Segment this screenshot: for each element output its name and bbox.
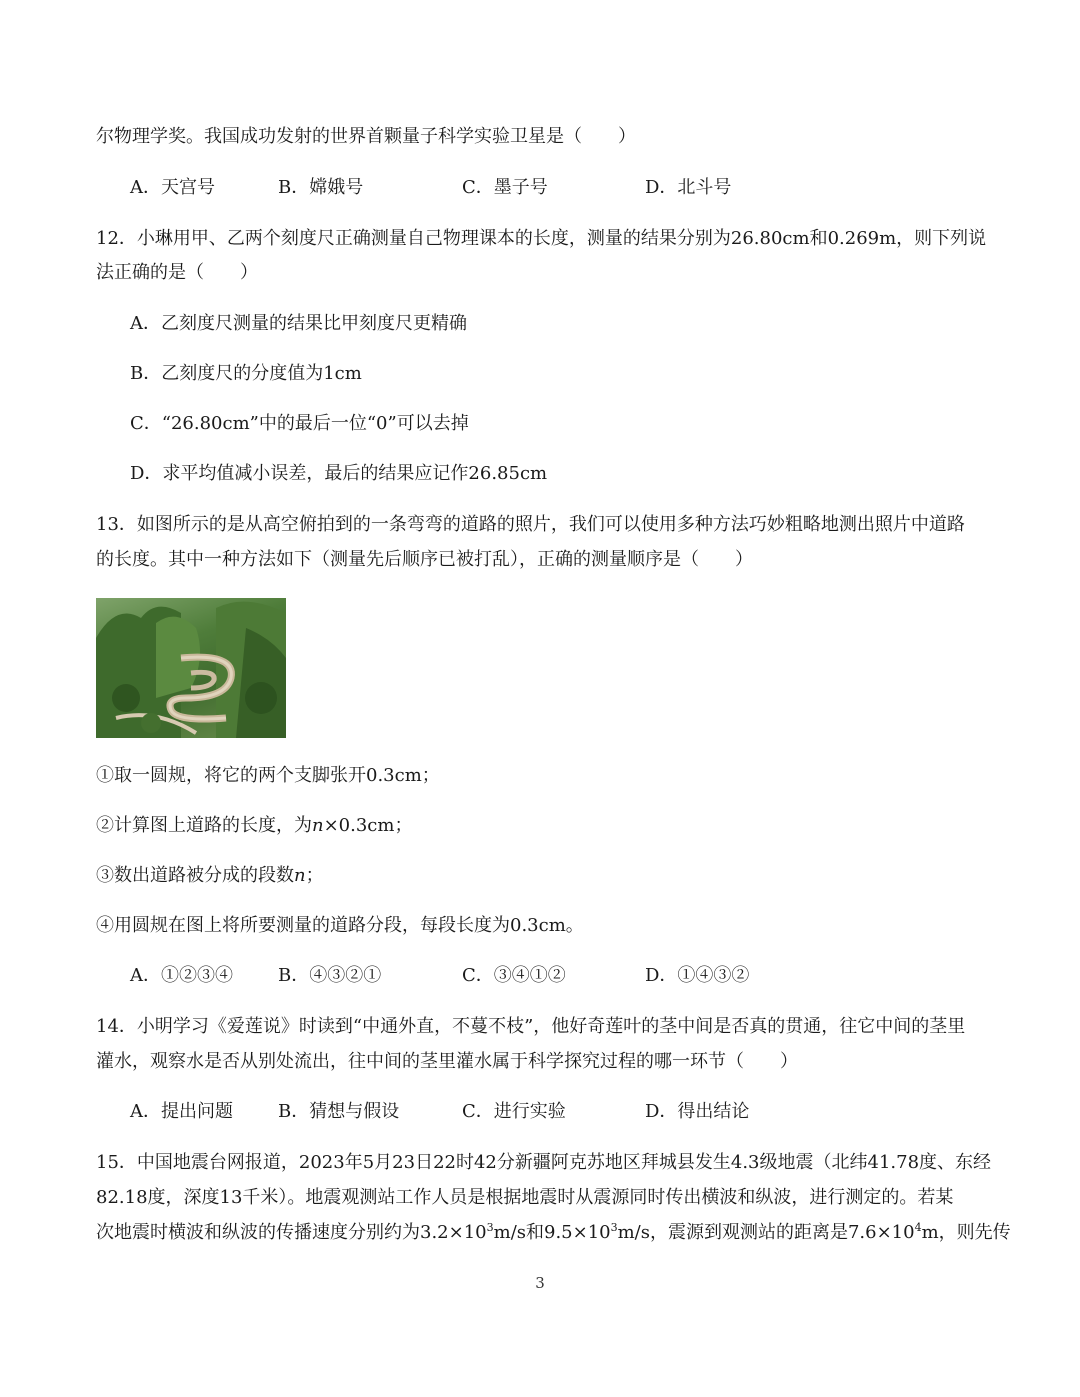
q11-option-d: D．北斗号 bbox=[645, 177, 732, 198]
q12-stem-line2: 法正确的是（ ） bbox=[96, 262, 258, 283]
q11-stem: 尔物理学奖。我国成功发射的世界首颗量子科学实验卫星是（ ） bbox=[96, 126, 636, 147]
q11-option-b: B．嫦娥号 bbox=[278, 177, 364, 198]
q13-step-3: ③数出道路被分成的段数n； bbox=[96, 865, 324, 886]
winding-road-photo bbox=[96, 598, 286, 738]
q14-option-c: C．进行实验 bbox=[462, 1101, 566, 1122]
q14-option-a: A．提出问题 bbox=[130, 1101, 233, 1122]
q15-stem-line1: 15．中国地震台网报道，2023年5月23日22时42分新疆阿克苏地区拜城县发生4.3级地震（北纬41.78度、东经 bbox=[96, 1152, 992, 1173]
q13-step-4: ④用圆规在图上将所要测量的道路分段，每段长度为0.3cm。 bbox=[96, 915, 584, 936]
page-number: 3 bbox=[535, 1274, 545, 1292]
q13-option-b: B．④③②① bbox=[278, 965, 382, 986]
q13-stem-line1: 13．如图所示的是从高空俯拍到的一条弯弯的道路的照片，我们可以使用多种方法巧妙粗略地测出照片中道路 bbox=[96, 514, 965, 535]
q15-stem-line2: 82.18度，深度13千米）。地震观测站工作人员是根据地震时从震源同时传出横波和纵波，进行测定的。若某 bbox=[96, 1187, 954, 1208]
q12-option-a: A．乙刻度尺测量的结果比甲刻度尺更精确 bbox=[130, 313, 467, 334]
q13-step-2: ②计算图上道路的长度，为n×0.3cm； bbox=[96, 815, 413, 836]
q14-stem-line1: 14．小明学习《爱莲说》时读到“中通外直，不蔓不枝”，他好奇莲叶的茎中间是否真的贯通，往它中间的茎里 bbox=[96, 1016, 966, 1037]
q12-option-d: D．求平均值减小误差，最后的结果应记作26.85cm bbox=[130, 463, 548, 484]
q13-option-c: C．③④①② bbox=[462, 965, 566, 986]
q14-option-b: B．猜想与假设 bbox=[278, 1101, 400, 1122]
q11-option-a: A．天宫号 bbox=[130, 177, 215, 198]
q14-stem-line2: 灌水，观察水是否从别处流出，往中间的茎里灌水属于科学探究过程的哪一环节（ ） bbox=[96, 1051, 798, 1072]
q12-option-c: C．“26.80cm”中的最后一位“0”可以去掉 bbox=[130, 413, 469, 434]
q13-stem-line2: 的长度。其中一种方法如下（测量先后顺序已被打乱），正确的测量顺序是（ ） bbox=[96, 549, 753, 570]
q12-option-b: B．乙刻度尺的分度值为1cm bbox=[130, 363, 362, 384]
q15-stem-line3: 次地震时横波和纵波的传播速度分别约为$3.2\times 10^3m/s$和$9.5\times 10^3m/s$，震源到观测站的距离是$7.6\times 10^4m$，则先传 bbox=[96, 1221, 1011, 1243]
q13-step-1: ①取一圆规，将它的两个支脚张开0.3cm； bbox=[96, 765, 440, 786]
q12-stem-line1: 12．小琳用甲、乙两个刻度尺正确测量自己物理课本的长度，测量的结果分别为26.80cm和0.269m，则下列说 bbox=[96, 228, 987, 249]
q14-option-d: D．得出结论 bbox=[645, 1101, 750, 1122]
q13-option-d: D．①④③② bbox=[645, 965, 750, 986]
q13-option-a: A．①②③④ bbox=[130, 965, 233, 986]
q11-option-c: C．墨子号 bbox=[462, 177, 548, 198]
winding-road-illustration bbox=[96, 598, 286, 738]
